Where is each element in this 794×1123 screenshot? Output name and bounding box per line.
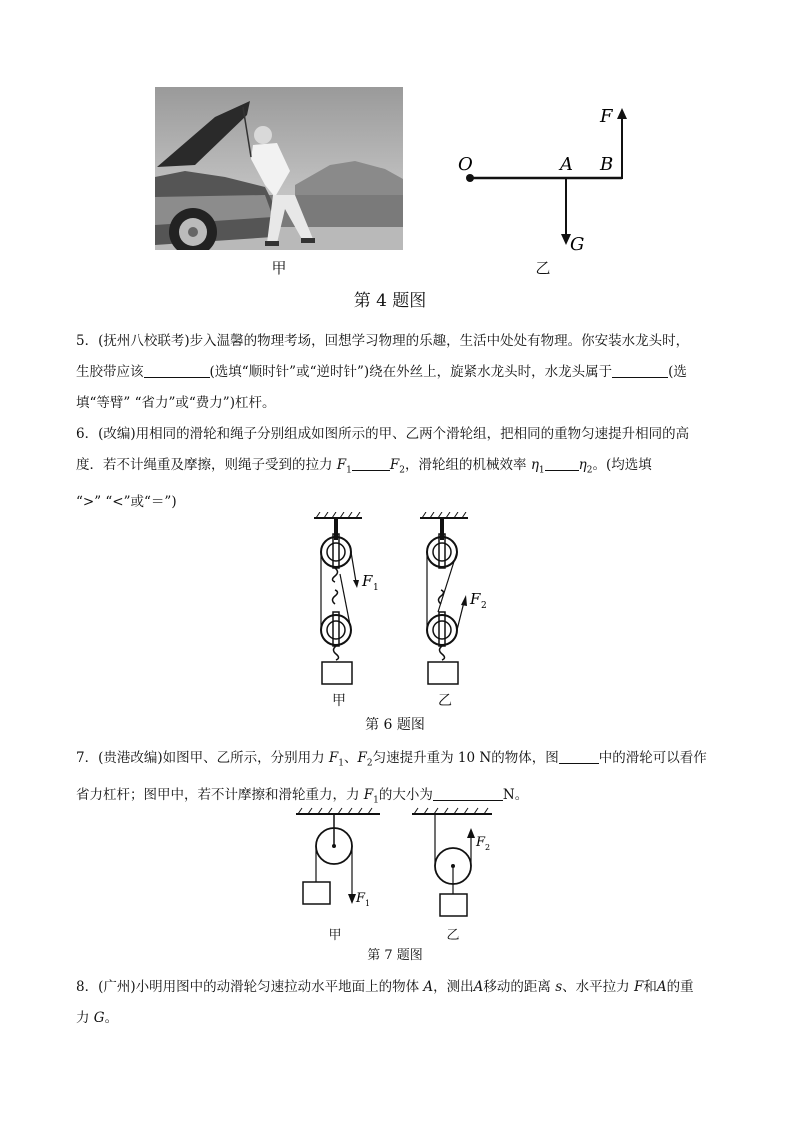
- q7-f2: F: [357, 750, 367, 766]
- label-f: F: [600, 106, 613, 127]
- car-photo: [155, 87, 403, 250]
- q5-line-1: 5．(抚州八校联考)步入温馨的物理考场，回想学习物理的乐趣，生活中处处有物理。你安装水龙头时，: [76, 333, 690, 349]
- fig7-caption: 第 7 题图: [367, 948, 423, 963]
- q8-text: 8．(广州)小明用图中的动滑轮匀速拉动水平地面上的物体: [76, 979, 424, 995]
- q7-text: 中的滑轮可以看作: [598, 750, 707, 766]
- q7-f1-sub: 1: [373, 795, 379, 806]
- q8-a: A: [656, 979, 667, 995]
- q7-f1: F: [328, 750, 339, 766]
- fig6-f2-sub: 2: [481, 601, 487, 611]
- fig7-f2-sub: 2: [485, 843, 491, 852]
- q7-text: 7．(贵港改编)如图甲、乙所示，分别用力: [76, 750, 329, 766]
- q8-g: G: [93, 1010, 105, 1026]
- q8-line-2: [76, 1003, 722, 1034]
- fig7-label-yi: 乙: [446, 928, 460, 943]
- q8-text: 。: [104, 1010, 119, 1026]
- q6-line-3: “>” “<”或“＝”): [76, 493, 177, 510]
- q7-text: 、: [344, 750, 358, 766]
- q8-a: A: [473, 979, 484, 995]
- q8-text: 移动的距离: [483, 979, 556, 995]
- q8-text: ，测出: [433, 979, 474, 995]
- q6-line-1: 6．(改编)用相同的滑轮和绳子分别组成如图所示的甲、乙两个滑轮组，把相同的重物匀速提升相同的高: [76, 426, 690, 442]
- pivot-o: [466, 174, 474, 182]
- q7-text: 匀速提升重为 10 N的物体，图: [372, 750, 559, 766]
- fig7-f1-sub: 1: [365, 899, 371, 908]
- q7-f2-sub: 2: [366, 758, 373, 769]
- car-photo-illustration: [155, 87, 403, 250]
- q7-blank-1[interactable]: [559, 749, 599, 764]
- fig4-label-yi: 乙: [535, 259, 551, 277]
- movable-pulley-yi: [412, 808, 492, 916]
- q8-f: F: [633, 979, 644, 995]
- q6-f2-sub: 2: [399, 465, 406, 476]
- label-a: A: [560, 154, 573, 175]
- q8-s: s: [555, 979, 563, 995]
- fig7-pulleys: [290, 806, 510, 926]
- q5-text: (选填“顺时针”或“逆时针”)绕在外丝上，旋紧水龙头时，水龙头属于: [209, 364, 613, 380]
- fixed-pulley-jia: [296, 808, 380, 908]
- lever-diagram: [450, 100, 640, 280]
- fig7-label-jia: 甲: [328, 928, 342, 943]
- fig6-f1-label: F: [362, 572, 373, 590]
- q6-eta1-sub: 1: [538, 465, 545, 476]
- q8-a: A: [423, 979, 434, 995]
- label-g: G: [570, 234, 585, 255]
- q7-f1-sub: 1: [338, 758, 345, 769]
- q8-text: 和: [643, 979, 657, 995]
- q7-blank-2[interactable]: [433, 786, 503, 801]
- q5-line-3: 填“等臂” “省力”或“费力”)杠杆。: [76, 395, 276, 411]
- q8-text: 力: [76, 1010, 94, 1026]
- fig4-caption: 第 4 题图: [353, 291, 427, 311]
- q6-f1: F: [336, 457, 347, 473]
- q6-blank-2[interactable]: [545, 456, 579, 471]
- fig6-caption: 第 6 题图: [365, 717, 425, 733]
- q6-f2: F: [389, 457, 400, 473]
- q6-eta2: η: [578, 457, 587, 473]
- q7-text: N。: [502, 786, 529, 803]
- q6-eta2-sub: 2: [586, 465, 593, 476]
- q8-text: 的重: [666, 979, 694, 995]
- q5-text: 生胶带应该: [76, 364, 144, 380]
- q7-text: 省力杠杆；图甲中，若不计摩擦和滑轮重力，力: [76, 786, 364, 803]
- fig6-f1-sub: 1: [373, 583, 379, 593]
- fig6-pulley-systems: [300, 512, 500, 692]
- q5-blank-2[interactable]: [612, 363, 668, 378]
- label-b: B: [600, 154, 614, 175]
- q5-text: (选: [668, 364, 687, 380]
- q6-text: 。(均选填: [592, 457, 652, 473]
- fig6-label-jia: 甲: [332, 693, 346, 709]
- pulley-system-yi: [420, 512, 487, 684]
- q8-line-1: [76, 972, 722, 1003]
- force-f-arrowhead: [617, 108, 627, 119]
- label-o: O: [458, 154, 473, 175]
- q5-blank-1[interactable]: [144, 363, 210, 378]
- q6-text: ，滑轮组的机械效率: [405, 457, 531, 473]
- fig6-f2-label: F: [470, 590, 481, 608]
- fig7-f1-label: F: [356, 891, 366, 906]
- q6-text: 度．若不计绳重及摩擦，则绳子受到的拉力: [76, 457, 337, 473]
- fig4-label-jia: 甲: [271, 259, 287, 277]
- question-6: [76, 419, 722, 518]
- q6-blank-1[interactable]: [352, 456, 390, 471]
- q5-line-2: [76, 357, 722, 388]
- q6-line-2: [76, 450, 722, 487]
- pulley-system-jia: [314, 512, 379, 684]
- q6-f1-sub: 1: [346, 465, 352, 476]
- q7-text: 的大小为: [378, 786, 433, 803]
- fig7-f2-label: F: [476, 835, 486, 850]
- q6-eta1: η: [530, 457, 539, 473]
- question-5: [76, 326, 722, 419]
- fig6-label-yi: 乙: [438, 693, 452, 709]
- q7-f1: F: [363, 786, 374, 803]
- q7-line-1: [76, 743, 722, 780]
- q8-text: 、水平拉力: [562, 979, 634, 995]
- question-8: [76, 972, 722, 1034]
